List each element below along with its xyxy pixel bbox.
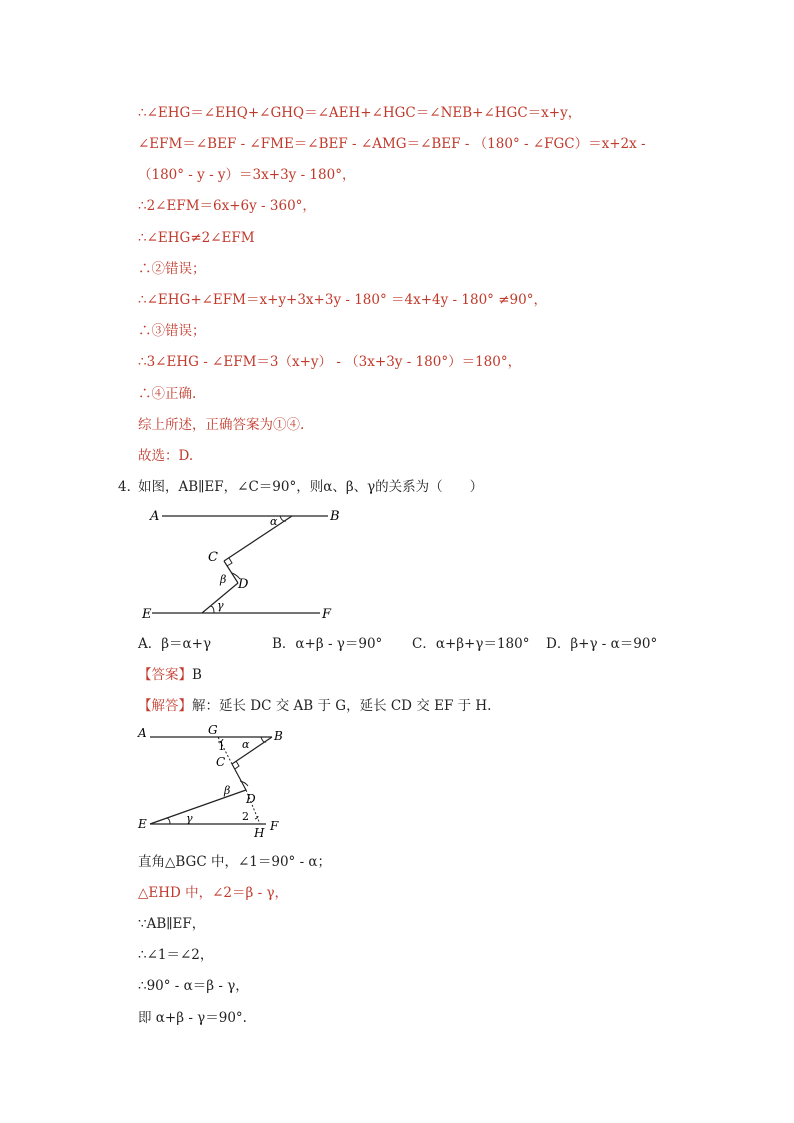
fig1-label-D: D [238,577,249,592]
fig1-label-gamma: γ [217,599,224,612]
solution-step-6: 即 α+β - γ＝90°. [138,1010,247,1026]
fig2-label-A: A [138,726,147,740]
figure-1 [140,505,380,630]
prev-solution-line-7: ∴∠EHG+∠EFM＝x+y+3x+3y - 180° ＝4x+4y - 180° ≠90°， [138,292,547,308]
prev-solution-line-2: ∠EFM＝∠BEF - ∠FME＝∠BEF - ∠AMG＝∠BEF - （180° - ∠FGC）＝x+2x - [138,136,646,152]
solution-step-5: ∴90° - α＝β - γ， [138,978,249,994]
question-text: 如图，AB∥EF，∠C＝90°，则α、β、γ的关系为（ ） [138,479,484,495]
option-a: A．β＝α+γ [138,636,212,652]
fig2-label-beta: β [224,784,231,797]
solution-intro-line [138,697,491,715]
fig1-label-A: A [150,509,160,524]
solution-step-2: △EHD 中，∠2＝β - γ， [138,885,289,901]
question-number: 4． [118,479,141,495]
fig2-label-gamma: γ [186,812,193,825]
solution-step-3: ∵AB∥EF， [138,916,206,932]
answer-tag: 【答案】 [138,667,192,683]
figure-2 [136,720,316,845]
fig1-label-beta: β [220,573,227,586]
fig1-label-B: B [330,509,340,524]
prev-solution-line-10: ∴④正确. [138,386,197,402]
fig2-label-F: F [270,819,279,833]
fig2-label-G: G [208,723,218,737]
fig2-label-alpha: α [242,738,250,751]
prev-solution-line-1: ∴∠EHG＝∠EHQ+∠GHQ＝∠AEH+∠HGC＝∠NEB+∠HGC＝x+y， [138,105,582,121]
solution-step-1: 直角△BGC 中，∠1＝90° - α； [138,854,332,870]
fig1-label-E: E [142,607,152,622]
prev-solution-line-8: ∴③错误； [138,323,206,339]
prev-solution-line-9: ∴3∠EHG - ∠EFM＝3（x+y） - （3x+3y - 180°）＝180°， [138,354,522,370]
prev-solution-summary: 综上所述，正确答案为①④. [138,417,305,433]
fig2-label-H: H [254,826,265,840]
solution-intro: 解：延长 DC 交 AB 于 G，延长 CD 交 EF 于 H. [192,698,492,714]
option-b: B．α+β - γ＝90° [272,636,383,652]
fig2-label-2: 2 [242,810,249,823]
option-c: C．α+β+γ＝180° [412,636,530,652]
answer-value: B [192,667,202,683]
fig1-label-alpha: α [270,515,278,528]
fig2-label-C: C [216,755,226,769]
prev-solution-line-6: ∴②错误； [138,261,206,277]
fig2-label-D: D [246,792,256,806]
option-d: D．β+γ - α＝90° [546,636,658,652]
fig1-label-C: C [208,550,218,565]
solution-step-4: ∴∠1＝∠2， [138,947,214,963]
fig1-label-F: F [322,607,332,622]
solution-tag: 【解答】 [138,698,192,714]
prev-solution-line-3: （180° - y - y）＝3x+3y - 180°， [138,167,356,183]
fig2-label-1: 1 [218,740,225,753]
fig2-label-B: B [274,729,283,743]
answer-line [138,666,202,684]
prev-solution-line-4: ∴2∠EFM＝6x+6y - 360°， [138,198,316,214]
prev-solution-choice: 故选：D. [138,448,194,464]
prev-solution-line-5: ∴∠EHG≠2∠EFM [138,230,255,246]
fig2-label-E: E [138,817,147,831]
